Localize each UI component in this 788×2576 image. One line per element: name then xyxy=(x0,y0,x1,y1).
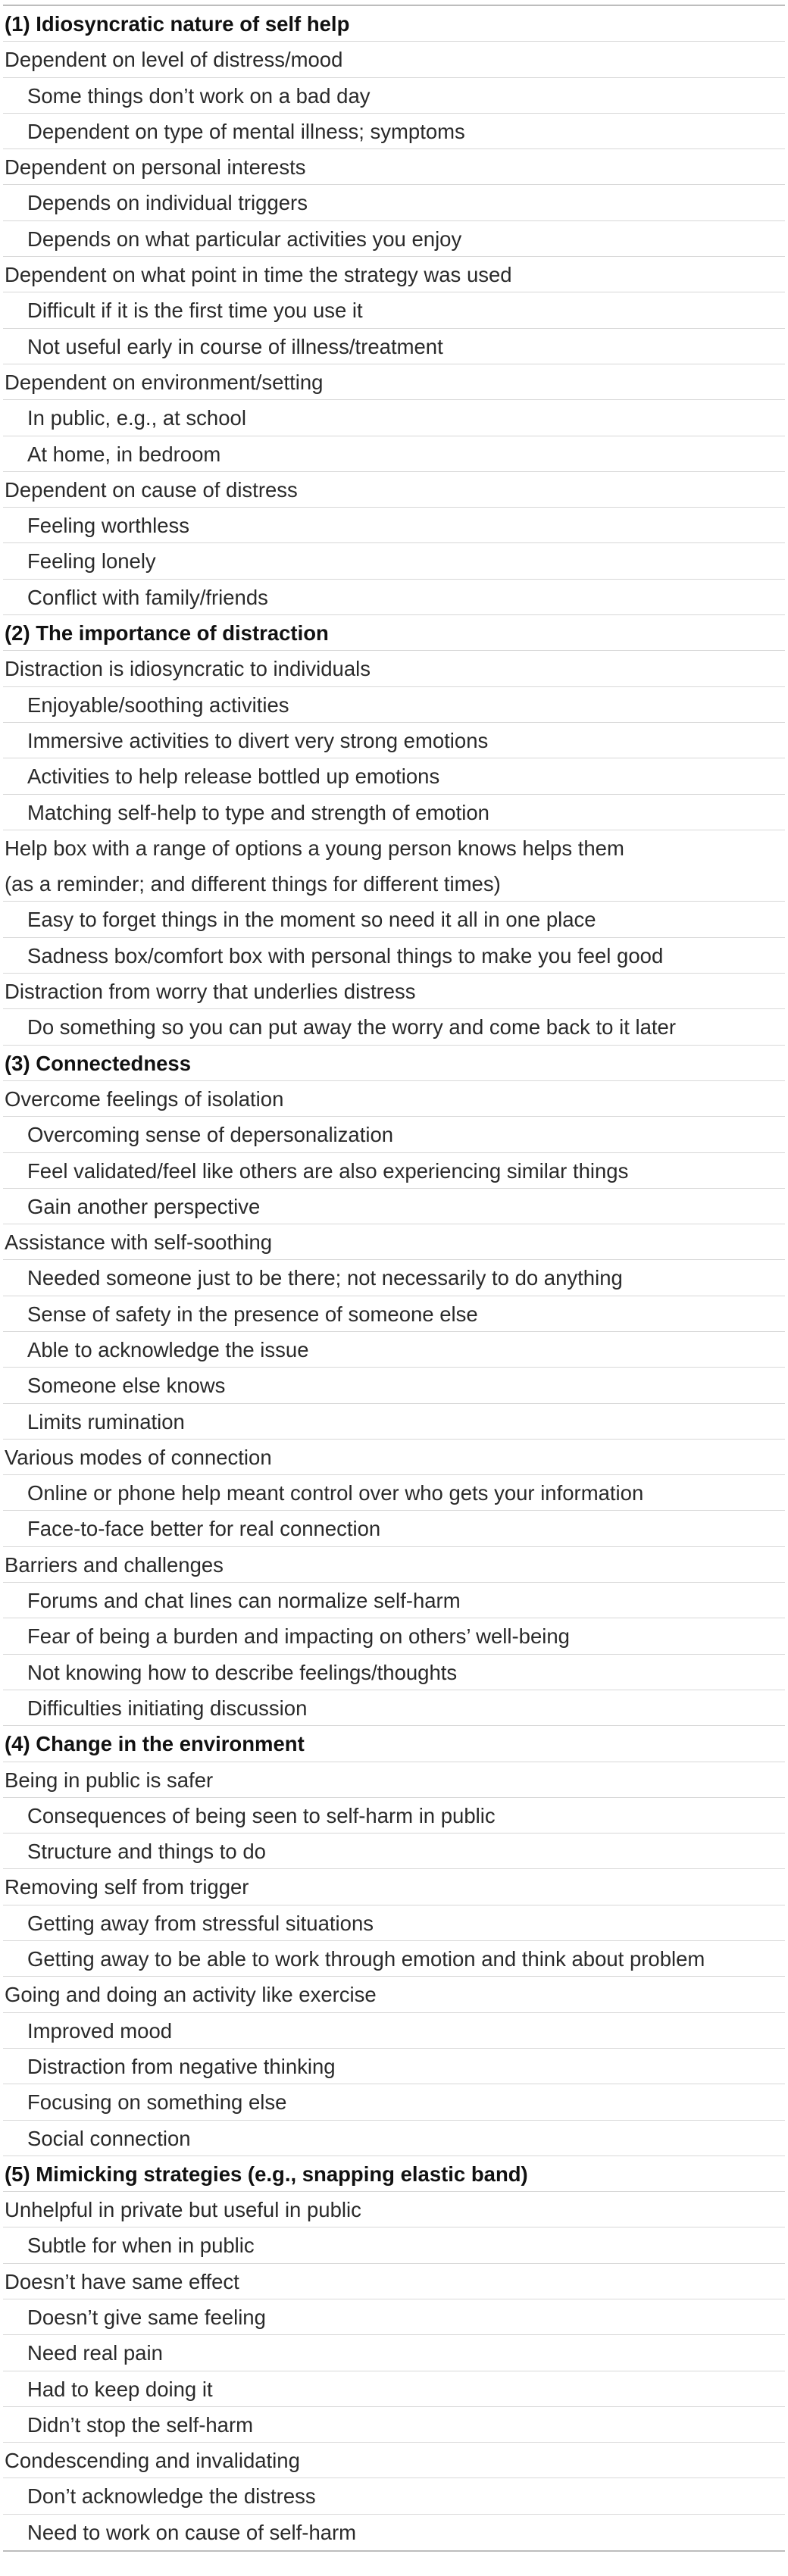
item-row: Overcoming sense of depersonalization xyxy=(3,1117,785,1152)
item-row: Depends on what particular activities you enjoy xyxy=(3,221,785,257)
subtheme-row: Unhelpful in private but useful in public xyxy=(3,2192,785,2227)
item-row: Social connection xyxy=(3,2121,785,2156)
item-row: Not useful early in course of illness/treatment xyxy=(3,329,785,364)
item-row: Need real pain xyxy=(3,2335,785,2371)
item-row: At home, in bedroom xyxy=(3,436,785,472)
item-row: Structure and things to do xyxy=(3,1834,785,1869)
item-row: Not knowing how to describe feelings/thoughts xyxy=(3,1655,785,1690)
subtheme-row: Various modes of connection xyxy=(3,1440,785,1475)
subtheme-row: Doesn’t have same effect xyxy=(3,2264,785,2299)
subtheme-row: Barriers and challenges xyxy=(3,1547,785,1583)
subtheme-row xyxy=(3,830,785,902)
item-row: Needed someone just to be there; not necessarily to do anything xyxy=(3,1260,785,1296)
item-row: Depends on individual triggers xyxy=(3,185,785,220)
item-row: Face-to-face better for real connection xyxy=(3,1511,785,1546)
item-row: Easy to forget things in the moment so need it all in one place xyxy=(3,902,785,937)
item-row: Focusing on something else xyxy=(3,2084,785,2120)
subtheme-row: Distraction from worry that underlies distress xyxy=(3,974,785,1009)
item-row: Dependent on type of mental illness; symptoms xyxy=(3,114,785,149)
item-row: Difficult if it is the first time you use it xyxy=(3,292,785,328)
item-row: Immersive activities to divert very strong emotions xyxy=(3,723,785,758)
item-row: Don’t acknowledge the distress xyxy=(3,2478,785,2514)
item-row: Matching self-help to type and strength of emotion xyxy=(3,795,785,830)
row-text: Help box with a range of options a young person knows helps them xyxy=(5,836,624,860)
item-row: Consequences of being seen to self-harm in public xyxy=(3,1798,785,1834)
item-row: Fear of being a burden and impacting on others’ well-being xyxy=(3,1618,785,1654)
theme-heading: (2) The importance of distraction xyxy=(3,615,785,651)
item-row: Subtle for when in public xyxy=(3,2227,785,2263)
subtheme-row: Dependent on cause of distress xyxy=(3,472,785,508)
item-row: Forums and chat lines can normalize self-harm xyxy=(3,1583,785,1618)
item-row: Feel validated/feel like others are also experiencing similar things xyxy=(3,1153,785,1189)
subtheme-row: Assistance with self-soothing xyxy=(3,1224,785,1260)
subtheme-row: Being in public is safer xyxy=(3,1762,785,1798)
item-row: Difficulties initiating discussion xyxy=(3,1690,785,1726)
item-row: Had to keep doing it xyxy=(3,2371,785,2407)
item-row: Limits rumination xyxy=(3,1404,785,1440)
item-row: Online or phone help meant control over who gets your information xyxy=(3,1475,785,1511)
row-text-continued: (as a reminder; and different things for different times) xyxy=(5,872,501,896)
item-row: Sadness box/comfort box with personal things to make you feel good xyxy=(3,938,785,974)
subtheme-row: Going and doing an activity like exercise xyxy=(3,1977,785,2012)
item-row: Sense of safety in the presence of someone else xyxy=(3,1296,785,1332)
item-row: Distraction from negative thinking xyxy=(3,2049,785,2084)
theme-heading: (4) Change in the environment xyxy=(3,1726,785,1762)
subtheme-row: Overcome feelings of isolation xyxy=(3,1081,785,1117)
item-row: Enjoyable/soothing activities xyxy=(3,687,785,723)
item-row: Do something so you can put away the worry and come back to it later xyxy=(3,1009,785,1045)
item-row: Someone else knows xyxy=(3,1368,785,1403)
item-row: Didn’t stop the self-harm xyxy=(3,2407,785,2443)
subtheme-row: Removing self from trigger xyxy=(3,1869,785,1905)
item-row: Some things don’t work on a bad day xyxy=(3,78,785,114)
item-row: Activities to help release bottled up emotions xyxy=(3,758,785,794)
item-row: Getting away from stressful situations xyxy=(3,1905,785,1941)
item-row: Doesn’t give same feeling xyxy=(3,2299,785,2335)
theme-heading: (5) Mimicking strategies (e.g., snapping elastic band) xyxy=(3,2156,785,2192)
theme-heading: (3) Connectedness xyxy=(3,1046,785,1081)
subtheme-row: Dependent on environment/setting xyxy=(3,364,785,400)
item-row: Need to work on cause of self-harm xyxy=(27,2520,357,2544)
item-row: Conflict with family/friends xyxy=(3,580,785,615)
item-row: Feeling worthless xyxy=(3,508,785,543)
item-row: Able to acknowledge the issue xyxy=(3,1332,785,1368)
subtheme-row: Dependent on level of distress/mood xyxy=(3,42,785,77)
subtheme-row: Dependent on personal interests xyxy=(3,149,785,185)
theme-heading: (1) Idiosyncratic nature of self help xyxy=(3,6,785,42)
themes-table xyxy=(3,5,785,2552)
subtheme-row: Dependent on what point in time the strategy was used xyxy=(3,257,785,292)
subtheme-row: Condescending and invalidating xyxy=(3,2443,785,2478)
item-row: Feeling lonely xyxy=(3,543,785,579)
item-row: Improved mood xyxy=(3,2013,785,2049)
item-row: In public, e.g., at school xyxy=(3,400,785,436)
subtheme-row: Distraction is idiosyncratic to individuals xyxy=(3,651,785,686)
item-row: Gain another perspective xyxy=(3,1189,785,1224)
item-row: Getting away to be able to work through emotion and think about problem xyxy=(3,1941,785,1977)
